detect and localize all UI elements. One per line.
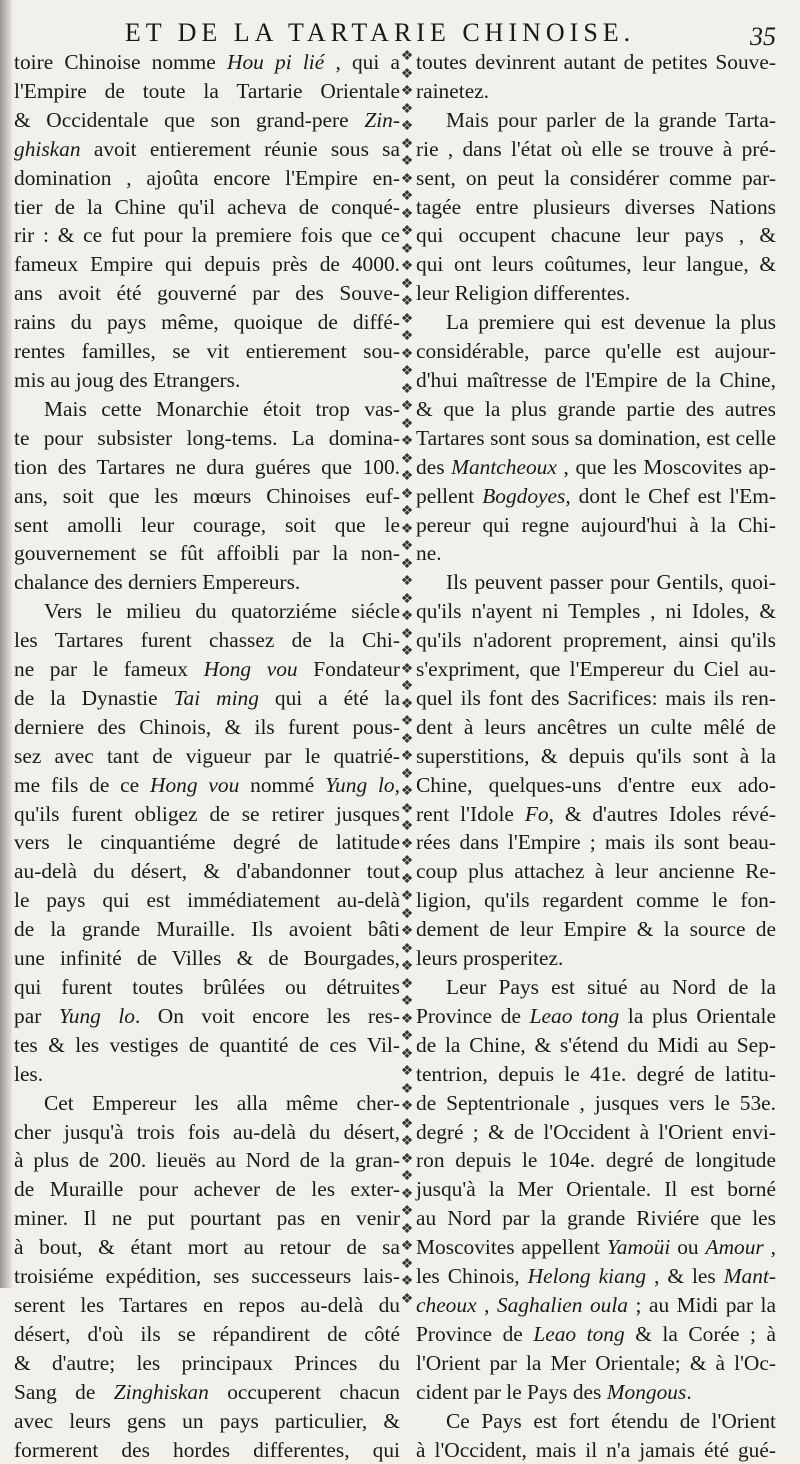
text-line: rent l'Idole Fo, & d'autres Idoles révé- (416, 800, 776, 829)
text-line: une infinité de Villes & de Bourgades, (14, 944, 400, 973)
text-line: serent les Tartares en repos au-delà du (14, 1291, 400, 1320)
text-line: au Nord par la grande Riviére que les (416, 1204, 776, 1233)
text-line: avec leurs gens un pays particulier, & (14, 1407, 400, 1436)
text-line: Tartares sont sous sa domination, est celle (416, 424, 776, 453)
text-line: miner. Il ne put pourtant pas en venir (14, 1204, 400, 1233)
text-line: superstitions, & depuis qu'ils sont à la (416, 742, 776, 771)
text-line: tentrion, depuis le 41e. degré de latitu- (416, 1060, 776, 1089)
text-line: rie , dans l'état où elle se trouve à pré- (416, 135, 776, 164)
text-line: & Occidentale que son grand-pere Zin- (14, 106, 400, 135)
text-line: à bout, & étant mort au retour de sa (14, 1233, 400, 1262)
text-line: d'hui maîtresse de l'Empire de la Chine, (416, 366, 776, 395)
text-line: degré ; & de l'Occident à l'Orient envi- (416, 1118, 776, 1147)
text-line: par Yung lo. On voit encore les res- (14, 1002, 400, 1031)
text-line: ans avoit été gouverné par des Souve- (14, 279, 400, 308)
text-line: de la grande Muraille. Ils avoient bâti (14, 915, 400, 944)
text-line: qu'ils furent obligez de se retirer jusques (14, 800, 400, 829)
text-line: qui ont leurs coûtumes, leur langue, & (416, 250, 776, 279)
text-line: qu'ils n'ayent ni Temples , ni Idoles, & (416, 597, 776, 626)
text-line: tier de la Chine qu'il acheva de conqué- (14, 193, 400, 222)
text-line: leur Religion differentes. (416, 279, 776, 308)
text-line: pereur qui regne aujourd'hui à la Chi- (416, 511, 776, 540)
text-line: Vers le milieu du quatorziéme siécle (14, 597, 400, 626)
text-line: les Chinois, Helong kiang , & les Mant- (416, 1262, 776, 1291)
text-line: sent amolli leur courage, soit que le (14, 511, 400, 540)
text-line: qui furent toutes brûlées ou détruites (14, 973, 400, 1002)
text-line: toutes devinrent autant de petites Souve- (416, 48, 776, 77)
text-line: s'expriment, que l'Empereur du Ciel au- (416, 655, 776, 684)
text-line: domination , ajoûta encore l'Empire en- (14, 164, 400, 193)
text-line: rains du pays même, quoique de diffé- (14, 308, 400, 337)
text-line: désert, d'où ils se répandirent de côté (14, 1320, 400, 1349)
page-number: 35 (750, 22, 776, 52)
text-line: l'Orient par la Mer Orientale; & à l'Oc- (416, 1349, 776, 1378)
text-line: des Mantcheoux , que les Moscovites ap- (416, 453, 776, 482)
text-line: ans, soit que les mœurs Chinoises euf- (14, 482, 400, 511)
text-line: qu'ils n'adorent proprement, ainsi qu'ils (416, 626, 776, 655)
text-line: La premiere qui est devenue la plus (416, 308, 776, 337)
text-line: de Muraille pour achever de les exter- (14, 1175, 400, 1204)
text-line: considérable, parce qu'elle est aujour- (416, 337, 776, 366)
text-line: Sang de Zinghiskan occuperent chacun (14, 1378, 400, 1407)
text-line: jusqu'à la Mer Orientale. Il est borné (416, 1175, 776, 1204)
text-line: leurs prosperitez. (416, 944, 776, 973)
page-gutter-shadow (0, 0, 12, 1288)
text-line: le pays qui est immédiatement au-delà (14, 886, 400, 915)
text-line: dement de leur Empire & la source de (416, 915, 776, 944)
text-line: sez avec tant de vigueur par le quatrié- (14, 742, 400, 771)
text-line: rentes familles, se vit entierement sou- (14, 337, 400, 366)
text-line: ligion, qu'ils regardent comme le fon- (416, 886, 776, 915)
left-text-column (14, 48, 400, 1464)
text-line: vers le cinquantiéme degré de latitude (14, 828, 400, 857)
running-head: ET DE LA TARTARIE CHINOISE. (100, 18, 660, 48)
text-line: de la Dynastie Tai ming qui a été la (14, 684, 400, 713)
text-line: ron depuis le 104e. degré de longitude (416, 1146, 776, 1175)
text-line: l'Empire de toute la Tartarie Orientale (14, 77, 400, 106)
text-line: gouvernement se fût affoibli par la non- (14, 539, 400, 568)
text-line: Ce Pays est fort étendu de l'Orient (416, 1407, 776, 1436)
text-line: te pour subsister long-tems. La domina- (14, 424, 400, 453)
text-line: Province de Leao tong la plus Orientale (416, 1002, 776, 1031)
text-line: cident par le Pays des Mongous. (416, 1378, 776, 1407)
text-line: cheoux , Saghalien oula ; au Midi par la (416, 1291, 776, 1320)
text-line: Leur Pays est situé au Nord de la (416, 973, 776, 1002)
text-line: derniere des Chinois, & ils furent pous- (14, 713, 400, 742)
text-line: Mais cette Monarchie étoit trop vas- (14, 395, 400, 424)
text-line: cher jusqu'à trois fois au-delà du désert, (14, 1118, 400, 1147)
page-header (0, 18, 800, 48)
text-line: Ils peuvent passer pour Gentils, quoi- (416, 568, 776, 597)
text-line: de la Chine, & s'étend du Midi au Sep- (416, 1031, 776, 1060)
text-line: & que la plus grande partie des autres (416, 395, 776, 424)
text-line: sent, on peut la considérer comme par- (416, 164, 776, 193)
text-line: quel ils font des Sacrifices: mais ils ren- (416, 684, 776, 713)
text-line: rir : & ce fut pour la premiere fois que ce (14, 221, 400, 250)
text-line: au-delà du désert, & d'abandonner tout (14, 857, 400, 886)
text-line: tagée entre plusieurs diverses Nations (416, 193, 776, 222)
text-line: chalance des derniers Empereurs. (14, 568, 400, 597)
right-text-column (416, 48, 776, 1464)
text-line: à plus de 200. lieuës au Nord de la gran- (14, 1146, 400, 1175)
text-line: à l'Occident, mais il n'a jamais été gué- (416, 1436, 776, 1464)
text-line: Cet Empereur les alla même cher- (14, 1089, 400, 1118)
text-line: mis au joug des Etrangers. (14, 366, 400, 395)
text-line: les Tartares furent chassez de la Chi- (14, 626, 400, 655)
text-line: tion des Tartares ne dura guéres que 100. (14, 453, 400, 482)
text-line: rées dans l'Empire ; mais ils sont beau- (416, 828, 776, 857)
text-line: Mais pour parler de la grande Tarta- (416, 106, 776, 135)
text-line: coup plus attachez à leur ancienne Re- (416, 857, 776, 886)
text-line: ne. (416, 539, 776, 568)
column-ornament-rule: ❖ ❖ ❖ ❖ ❖ ❖ ❖ ❖ ❖ ❖ ❖ ❖ ❖ ❖ ❖ ❖ ❖ ❖ ❖ ❖ ❖ ❖ ❖ ❖ ❖ ❖ ❖ ❖ ❖ ❖ ❖ ❖ ❖ ❖ ❖ ❖ ❖ ❖ ❖ ❖ ❖ ❖ ❖ ❖ ❖ ❖ ❖ ❖ ❖ ❖ ❖ ❖ ❖ ❖ ❖ ❖ ❖ ❖ ❖ ❖ ❖ ❖ ❖ ❖ ❖ ❖ ❖ ❖ ❖ ❖ ❖ ❖ (398, 48, 416, 1278)
text-line: Moscovites appellent Yamoüi ou Amour , (416, 1233, 776, 1262)
text-line: & d'autre; les principaux Princes du (14, 1349, 400, 1378)
text-line: tes & les vestiges de quantité de ces Vil- (14, 1031, 400, 1060)
text-line: ne par le fameux Hong vou Fondateur (14, 655, 400, 684)
text-line: pellent Bogdoyes, dont le Chef est l'Em- (416, 482, 776, 511)
text-line: ghiskan avoit entierement réunie sous sa (14, 135, 400, 164)
text-line: dent à leurs ancêtres un culte mêlé de (416, 713, 776, 742)
text-line: toire Chinoise nomme Hou pi lié , qui a (14, 48, 400, 77)
text-line: rainetez. (416, 77, 776, 106)
text-line: de Septentrionale , jusques vers le 53e. (416, 1089, 776, 1118)
text-line: Chine, quelques-uns d'entre eux ado- (416, 771, 776, 800)
text-line: qui occupent chacune leur pays , & (416, 221, 776, 250)
text-line: fameux Empire qui depuis près de 4000. (14, 250, 400, 279)
text-line: me fils de ce Hong vou nommé Yung lo, (14, 771, 400, 800)
text-line: troisiéme expédition, ses successeurs lais- (14, 1262, 400, 1291)
text-line: formerent des hordes differentes, qui (14, 1436, 400, 1464)
text-line: les. (14, 1060, 400, 1089)
text-line: Province de Leao tong & la Corée ; à (416, 1320, 776, 1349)
